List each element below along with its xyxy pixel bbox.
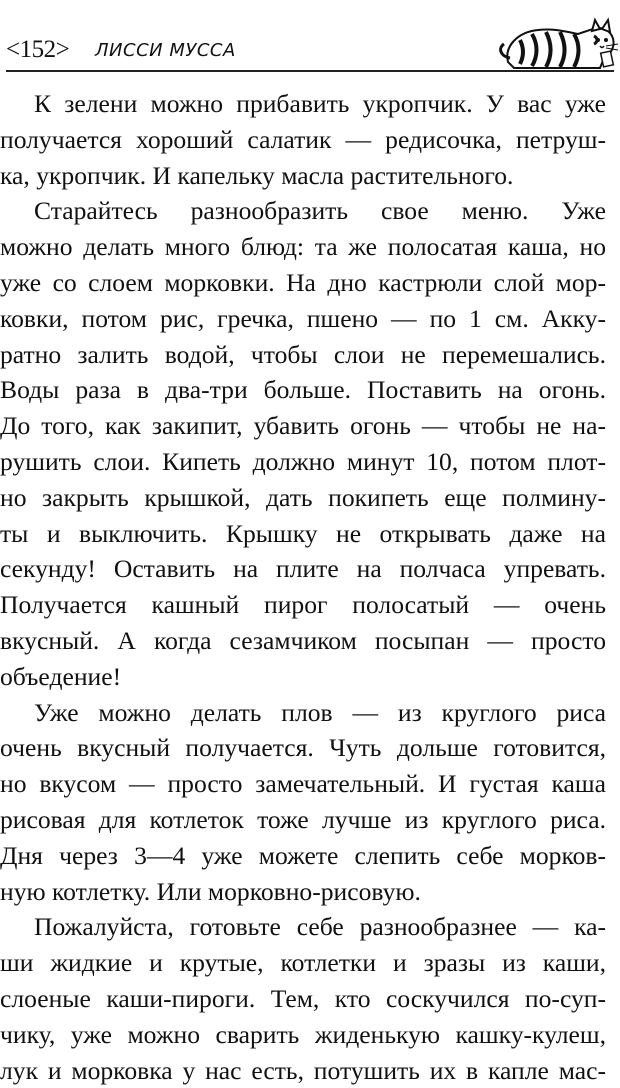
text-line: ты и выключить. Крышку не открывать даже на	[0, 518, 606, 548]
text-line: ка, укропчик. И капельку масла растительного.	[0, 160, 514, 190]
text-line: Уже можно делать плов — из круглого риса	[34, 697, 606, 727]
text-line: ковки, потом рис, гречка, пшено — по 1 см. Акку-	[0, 303, 606, 333]
text-line: Старайтесь разнообразить свое меню. Уже	[34, 196, 606, 226]
body-text	[0, 86, 606, 1088]
text-line: лук и морковка у нас есть, потушить их в капле мас-	[0, 1055, 606, 1085]
text-line: Воды раза в два-три больше. Поставить на огонь.	[0, 375, 606, 405]
text-line: слоеные каши-пироги. Тем, кто соскучился по-суп-	[0, 983, 606, 1013]
text-line: вкусный. А когда сезамчиком посыпан — просто	[0, 625, 606, 655]
text-line: До того, как закипит, убавить огонь — чтобы не на-	[0, 411, 606, 441]
text-line: но закрыть крышкой, дать покипеть еще полмину-	[0, 482, 606, 512]
text-line: уже со слоем морковки. На дно кастрюли слой мор-	[0, 267, 606, 297]
running-title: ЛИССИ МУССА	[95, 40, 236, 61]
text-line: Получается кашный пирог полосатый — очень	[0, 590, 606, 620]
text-line: Дня через 3—4 уже можете слепить себе морков-	[0, 840, 606, 870]
text-line: рушить слои. Кипеть должно минут 10, потом плот-	[0, 446, 606, 476]
page-header	[6, 28, 614, 72]
text-line: рисовая для котлеток тоже лучше из круглого риса.	[0, 804, 606, 834]
text-line: но вкусом — просто замечательный. И густая каша	[0, 769, 606, 799]
text-line: ши жидкие и крутые, котлетки и зразы из каши,	[0, 948, 606, 978]
text-line: К зелени можно прибавить укропчик. У вас уже	[34, 89, 606, 118]
text-line: объедение!	[0, 661, 122, 691]
text-line: можно делать много блюд: та же полосатая каша, но	[0, 232, 606, 262]
text-line: очень вкусный получается. Чуть дольше готовится,	[0, 733, 606, 763]
header-rule	[6, 70, 614, 72]
text-line: чику, уже можно сварить жиденькую кашку-кулеш,	[0, 1019, 606, 1049]
text-line: Пожалуйста, готовьте себе разнообразнее — ка-	[34, 912, 606, 942]
text-line: секунду! Оставить на плите на полчаса упревать.	[0, 554, 606, 584]
text-line: ратно залить водой, чтобы слои не перемешались.	[0, 339, 606, 369]
text-line: ную котлетку. Или морковно-рисовую.	[0, 876, 421, 906]
page-number: <152>	[6, 36, 70, 63]
striped-cat-icon	[494, 12, 620, 70]
text-line: получается хороший салатик — редисочка, петруш-	[0, 124, 606, 154]
